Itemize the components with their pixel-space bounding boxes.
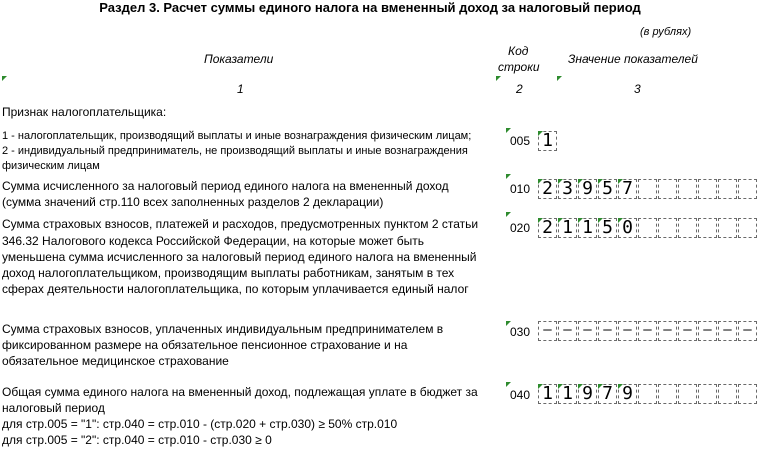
dash-value: – [563, 322, 572, 338]
digit-value: 5 [602, 217, 613, 238]
row-030-label-line1: Сумма страховых взносов, уплаченных индивидуальным предпринимателем в [2, 322, 444, 336]
payer-sign-heading: Признак налогоплательщика: [2, 105, 167, 119]
row-010-field[interactable] [538, 179, 758, 199]
line-code-005: 005 [510, 134, 531, 148]
dash-value: – [543, 322, 552, 338]
header-code-line2: строки [498, 60, 540, 74]
digit-cell[interactable] [618, 218, 637, 238]
digit-cell[interactable] [558, 384, 577, 404]
digit-cell[interactable] [578, 218, 597, 238]
marker-icon [2, 76, 7, 81]
digit-value: 1 [542, 383, 553, 404]
line-code-040: 040 [510, 388, 531, 402]
digit-cell[interactable] [698, 218, 717, 238]
digit-value: 9 [582, 383, 593, 404]
row-020-label-line4: доход налогоплательщиком, производящим выплаты работникам, занятым в тех [2, 266, 455, 280]
row-030-field[interactable] [538, 321, 758, 341]
digit-cell[interactable] [698, 321, 717, 341]
digit-cell[interactable] [678, 384, 697, 404]
digit-cell[interactable] [738, 321, 757, 341]
digit-value: 1 [562, 383, 573, 404]
payer-sign-field[interactable] [538, 131, 558, 151]
digit-value: 2 [542, 217, 553, 238]
digit-value: 5 [602, 178, 613, 199]
digit-cell[interactable] [638, 218, 657, 238]
dash-value: – [623, 322, 632, 338]
dash-value: – [663, 322, 672, 338]
digit-value: 9 [622, 383, 633, 404]
digit-cell[interactable] [558, 218, 577, 238]
digit-cell[interactable] [558, 321, 577, 341]
row-020-label-line5: сферах деятельности налогоплательщика, по которым уплачивается единый налог [2, 282, 469, 296]
row-040-label-line1: Общая сумма единого налога на вмененный доход, подлежащая уплате в бюджет за [2, 385, 478, 399]
marker-icon [558, 384, 563, 389]
column-number-3: 3 [634, 82, 641, 96]
marker-icon [578, 384, 583, 389]
digit-value: 0 [622, 217, 633, 238]
row-010-label-line1: Сумма исчисленного за налоговый период единого налога на вмененный доход [2, 179, 449, 193]
digit-cell[interactable] [678, 179, 697, 199]
digit-cell[interactable] [698, 179, 717, 199]
header-code-line1: Код [508, 44, 529, 58]
digit-cell[interactable] [618, 179, 637, 199]
digit-value: 1 [582, 217, 593, 238]
digit-cell[interactable] [658, 321, 677, 341]
section-title: Раздел 3. Расчет суммы единого налога на вмененный доход за налоговый период [99, 0, 641, 15]
dash-value: – [743, 322, 752, 338]
line-code-010: 010 [510, 182, 531, 196]
digit-cell[interactable] [718, 321, 737, 341]
dash-value: – [643, 322, 652, 338]
digit-cell[interactable] [698, 384, 717, 404]
units-note: (в рублях) [640, 26, 692, 38]
marker-icon [618, 179, 623, 184]
digit-cell[interactable] [578, 321, 597, 341]
marker-icon [506, 212, 511, 217]
digit-cell[interactable] [658, 218, 677, 238]
payer-sign-option-2: 2 - индивидуальный предприниматель, не производящий выплаты и иные вознаграждения [2, 145, 468, 157]
digit-cell[interactable] [558, 179, 577, 199]
row-020-label-line2: 346.32 Налогового кодекса Российской Федерации, на которые может быть [2, 234, 424, 248]
marker-icon [538, 131, 543, 136]
header-values: Значение показателей [568, 52, 698, 66]
row-040-formula-1: для стр.005 = "1": стр.040 = стр.010 - (стр.020 + стр.030) ≥ 50% стр.010 [2, 417, 398, 431]
digit-value: 2 [542, 178, 553, 199]
digit-cell[interactable] [638, 321, 657, 341]
row-020-field[interactable] [538, 218, 758, 238]
line-code-030: 030 [510, 325, 531, 339]
digit-cell[interactable] [718, 179, 737, 199]
payer-sign-option-1: 1 - налогоплательщик, производящий выплаты и иные вознаграждения физическим лицам; [2, 130, 472, 142]
row-020-label-line1: Сумма страховых взносов, платежей и расходов, предусмотренных пунктом 2 статьи [2, 217, 479, 231]
digit-value: 7 [622, 178, 633, 199]
column-number-2: 2 [516, 82, 523, 96]
digit-cell[interactable] [738, 218, 757, 238]
digit-cell[interactable] [618, 321, 637, 341]
marker-icon [506, 174, 511, 179]
digit-cell[interactable] [598, 384, 617, 404]
marker-icon [558, 218, 563, 223]
marker-icon [538, 384, 543, 389]
digit-value: 3 [562, 178, 573, 199]
digit-cell[interactable] [738, 179, 757, 199]
dash-value: – [583, 322, 592, 338]
digit-cell[interactable] [638, 179, 657, 199]
row-040-field[interactable] [538, 384, 758, 404]
row-040-label-line2: налоговый период [2, 401, 105, 415]
digit-cell[interactable] [678, 218, 697, 238]
dash-value: – [603, 322, 612, 338]
digit-cell[interactable] [598, 321, 617, 341]
digit-cell[interactable] [598, 179, 617, 199]
digit-cell[interactable] [618, 384, 637, 404]
digit-value: 1 [542, 130, 553, 151]
digit-cell[interactable] [538, 179, 557, 199]
row-030-label-line2: фиксированном размере на обязательное пенсионное страхование и на [2, 338, 408, 352]
digit-cell[interactable] [638, 384, 657, 404]
digit-value: 9 [582, 178, 593, 199]
line-code-020: 020 [510, 221, 531, 235]
marker-icon [598, 384, 603, 389]
marker-icon [538, 218, 543, 223]
digit-cell[interactable] [658, 384, 677, 404]
digit-cell[interactable] [538, 321, 557, 341]
digit-cell[interactable] [578, 384, 597, 404]
row-040-formula-2: для стр.005 = "2": стр.040 = стр.010 - стр.030 ≥ 0 [2, 433, 272, 447]
row-010-label-line2: (сумма значений стр.110 всех заполненных разделов 2 декларации) [2, 195, 384, 209]
marker-icon [538, 179, 543, 184]
digit-cell[interactable] [598, 218, 617, 238]
header-indicators: Показатели [204, 52, 274, 66]
marker-icon [618, 218, 623, 223]
marker-icon [618, 384, 623, 389]
payer-sign-option-2-cont: физическим лицам [2, 160, 100, 172]
marker-icon [558, 179, 563, 184]
dash-value: – [703, 322, 712, 338]
marker-icon [506, 128, 511, 133]
row-030-label-line3: обязательное медицинское страхование [2, 354, 229, 368]
digit-cell[interactable] [678, 321, 697, 341]
digit-value: 1 [562, 217, 573, 238]
digit-cell[interactable] [718, 384, 737, 404]
digit-cell[interactable] [538, 218, 557, 238]
marker-icon [506, 382, 511, 387]
dash-value: – [723, 322, 732, 338]
digit-cell[interactable] [718, 218, 737, 238]
marker-icon [496, 76, 501, 81]
digit-cell[interactable] [738, 384, 757, 404]
marker-icon [598, 218, 603, 223]
digit-cell[interactable] [538, 384, 557, 404]
column-number-1: 1 [237, 82, 244, 96]
digit-cell[interactable] [658, 179, 677, 199]
dash-value: – [683, 322, 692, 338]
digit-value: 7 [602, 383, 613, 404]
digit-cell[interactable] [578, 179, 597, 199]
marker-icon [578, 218, 583, 223]
row-020-label-line3: уменьшена сумма исчисленного за налоговый период единого налога на вмененный [2, 250, 477, 264]
marker-icon [598, 179, 603, 184]
marker-icon [557, 76, 562, 81]
marker-icon [578, 179, 583, 184]
digit-cell[interactable] [538, 131, 557, 151]
